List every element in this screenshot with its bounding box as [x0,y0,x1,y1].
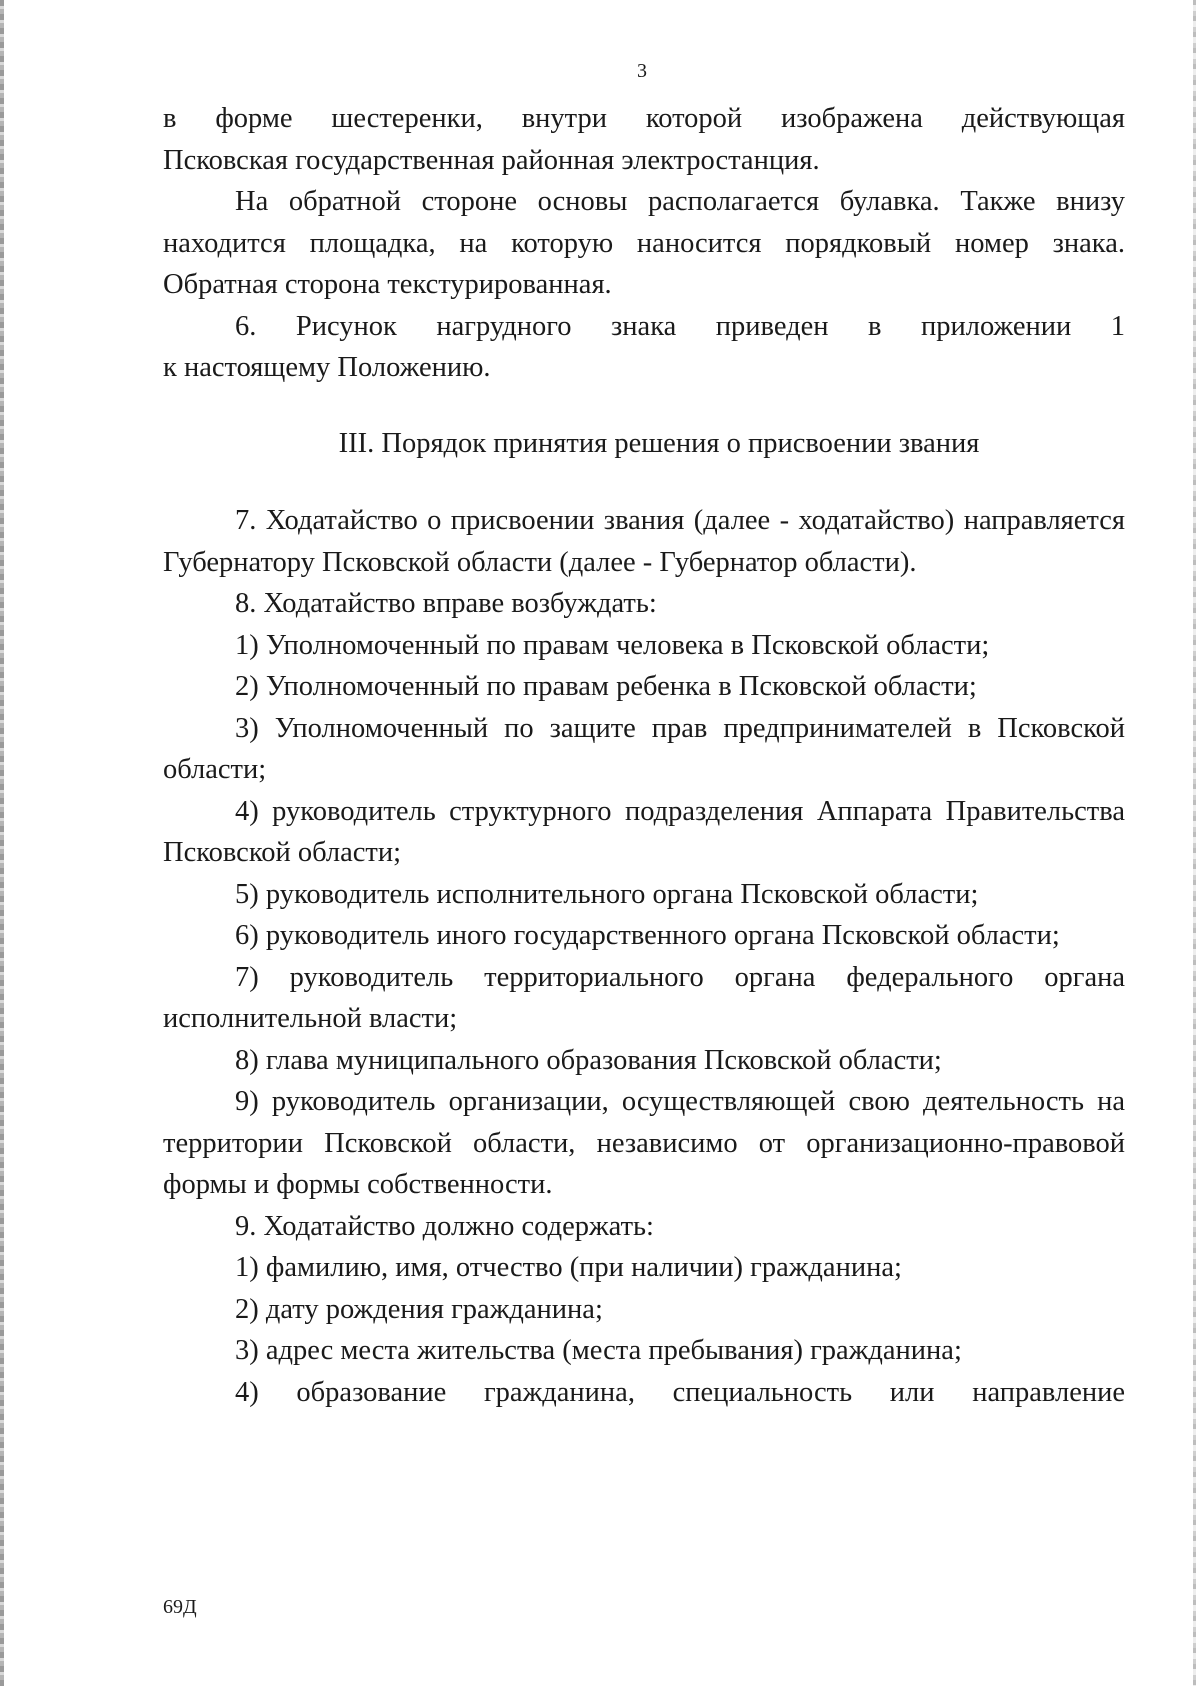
paragraph: Псковская государственная районная электростанция. [163,144,820,176]
paragraph: 8) глава муниципального образования Псковской области; [235,1044,942,1076]
paragraph: 8. Ходатайство вправе возбуждать: [235,588,657,619]
paragraph: 1) Уполномоченный по правам человека в Псковской области; [235,629,990,661]
paragraph: 2) Уполномоченный по правам ребенка в Псковской области; [235,671,977,702]
document-body [163,98,1125,1413]
paragraph: 5) руководитель исполнительного органа Псковской области; [235,878,979,910]
page-number: 3 [637,60,647,82]
paragraph: На обратной стороне основы располагается булавка. Также внизу находится площадка, на которую наносится порядковый номер знака. Обратная сторона текстурированная. [163,186,1125,300]
paragraph: 9. Ходатайство должно содержать: [235,1210,654,1242]
paragraph: 4) руководитель структурного подразделения Аппарата Правительства Псковской области; [163,795,1125,868]
paragraph: 9) руководитель организации, осуществляющей свою деятельность на территории Псковской области, независимо от организационно-правовой формы и формы собственности. [163,1086,1125,1200]
paragraph: 7) руководитель территориального органа федерального органа исполнительной власти; [163,961,1125,1034]
paragraph: 6) руководитель иного государственного органа Псковской области; [235,920,1060,951]
paragraph: 7. Ходатайство о присвоении звания (далее - ходатайство) направляется Губернатору Псковской области (далее - Губернатор области). [163,505,1125,578]
bottom-paragraphs [163,500,1125,1413]
paragraph: 1) фамилию, имя, отчество (при наличии) гражданина; [235,1252,902,1283]
top-paragraphs [163,98,1125,389]
paragraph: 6. Рисунок нагрудного знака приведен в приложении 1 [235,310,1125,342]
scan-edge-left [0,0,4,1686]
paragraph: к настоящему Положению. [163,352,491,383]
paragraph: 2) дату рождения гражданина; [235,1293,603,1325]
footer-code: 69Д [163,1596,197,1618]
paragraph: 4) образование гражданина, специальность или направление [235,1376,1125,1408]
paragraph: в форме шестеренки, внутри которой изображена действующая [163,103,1125,134]
paragraph: 3) Уполномоченный по защите прав предпринимателей в Псковской области; [163,712,1125,785]
paragraph: 3) адрес места жительства (места пребывания) гражданина; [235,1335,962,1366]
section-heading: III. Порядок принятия решения о присвоении звания [338,427,980,459]
scan-edge-right [1193,0,1196,1686]
